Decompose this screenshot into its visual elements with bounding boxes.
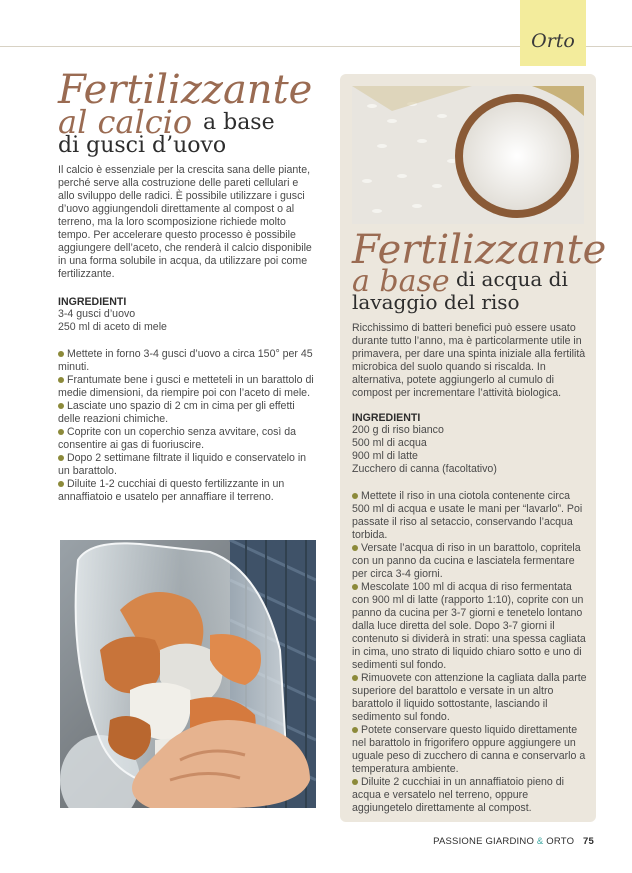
bullet-icon <box>352 675 358 681</box>
step-item: Dopo 2 settimane filtrate il liquido e conservatelo in un barattolo. <box>58 452 307 477</box>
magazine-amp: & <box>536 836 544 847</box>
ingredient-item: 3-4 gusci d’uovo <box>58 308 136 320</box>
bullet-icon <box>58 377 64 383</box>
step-item: Coprite con un coperchio senza avvitare, così da consentire ai gas di fuoriuscire. <box>58 426 297 451</box>
section-tab <box>520 0 586 66</box>
bullet-icon <box>58 481 64 487</box>
bullet-icon <box>352 727 358 733</box>
step-item: Frantumate bene i gusci e metteteli in un barattolo di medie dimensioni, da riempire poi con l’aceto di mele. <box>58 374 314 399</box>
left-ingredients-heading: INGREDIENTI <box>58 296 127 308</box>
right-ingredients-heading: INGREDIENTI <box>352 412 421 424</box>
bullet-icon <box>352 545 358 551</box>
ingredient-item: 900 ml di latte <box>352 450 418 462</box>
left-steps <box>58 348 316 504</box>
ingredient-item: 200 g di riso bianco <box>352 424 444 436</box>
step-item: Mescolate 100 ml di acqua di riso fermentata con 900 ml di latte (rapporto 1:10), coprite con un panno da cucina per 3-7 giorni e tenetelo lontano dalla luce diretta del sole. Dopo 3-7 giorni il contenuto si dividerà in strati: una spessa cagliata in cima, uno strato di liquido chiaro sotto e uno di sedimenti sul fondo. <box>352 581 586 671</box>
ingredient-item: 500 ml di acqua <box>352 437 427 449</box>
magazine-name-1: PASSIONE GIARDINO <box>433 836 535 847</box>
step-item: Rimuovete con attenzione la cagliata dalla parte superiore del barattolo e versate in un altro barattolo il liquido sottostante, lasciando il sedimento sul fondo. <box>352 672 587 723</box>
ingredient-item: 250 ml di aceto di mele <box>58 321 167 333</box>
ingredient-item: Zucchero di canna (facoltativo) <box>352 463 497 475</box>
left-intro: Il calcio è essenziale per la crescita sana delle piante, perché serve alla costruzione delle pareti cellulari e allo sviluppo delle radici. È possibile utilizzare i gusci d’uovo aggiungendoli direttamente al compost o al terreno, ma la loro scomposizione richiede molto tempo. Per accelerare questo processo è possibile aggiungere dell’aceto, che renderà il calcio disponibile in una forma solubile in acqua, da utilizzare poi come fertilizzante. <box>58 164 312 280</box>
bullet-icon <box>58 351 64 357</box>
section-tab-label: Orto <box>531 30 575 52</box>
bullet-icon <box>58 429 64 435</box>
step-item: Lasciate uno spazio di 2 cm in cima per gli effetti delle reazioni chimiche. <box>58 400 295 425</box>
eggshell-jar-photo <box>60 540 316 808</box>
bullet-icon <box>352 493 358 499</box>
bullet-icon <box>352 584 358 590</box>
rice-bowl-photo <box>352 86 584 224</box>
left-title-plain-1: a base <box>203 110 275 135</box>
step-item: Mettete il riso in una ciotola contenente circa 500 ml di acqua e usate le mani per “lavarlo”. Poi passate il riso al setaccio, conservando l’acqua torbida. <box>352 490 583 541</box>
left-ingredients-list <box>58 308 316 334</box>
left-title-script-line1: Fertilizzante <box>58 67 313 113</box>
step-item: Diluite 2 cucchiai in un annaffiatoio pieno di acqua e versatelo nel terreno, oppure aggiungetelo direttamente al compost. <box>352 776 564 814</box>
page-footer <box>433 836 594 847</box>
left-title-script-line2: al calcio <box>58 103 193 141</box>
right-title-plain-2: lavaggio del riso <box>352 290 520 314</box>
right-title-script-line2: a base <box>352 264 450 299</box>
right-steps <box>352 490 588 815</box>
step-item: Mettete in forno 3-4 gusci d’uovo a circa 150° per 45 minuti. <box>58 348 313 373</box>
right-title-script-line1: Fertilizzante <box>352 227 607 273</box>
step-item: Potete conservare questo liquido direttamente nel barattolo in frigorifero oppure aggiungere un uguale peso di zucchero di canna e conservarlo a temperatura ambiente. <box>352 724 586 775</box>
right-intro: Ricchissimo di batteri benefici può essere usato durante tutto l’anno, ma è particolarmente utile in primavera, per dare una spinta iniziale alla fertilità microbica del suolo quando si riscalda. In alternativa, potete aggiungerlo al cumulo di compost per incrementare l’attività biologica. <box>352 322 586 399</box>
bullet-icon <box>58 455 64 461</box>
right-title-plain-1: di acqua di <box>456 267 568 291</box>
left-title-plain-2: di gusci d’uovo <box>58 133 227 158</box>
bullet-icon <box>58 403 64 409</box>
step-item: Versate l’acqua di riso in un barattolo, copritela con un panno da cucina e lasciatela fermentare per circa 3-4 giorni. <box>352 542 581 580</box>
magazine-name-2: ORTO <box>546 836 575 847</box>
bullet-icon <box>352 779 358 785</box>
right-ingredients-list <box>352 424 588 476</box>
page-number: 75 <box>583 836 594 847</box>
step-item: Diluite 1-2 cucchiai di questo fertilizzante in un annaffiatoio e usatelo per annaffiare il terreno. <box>58 478 285 503</box>
